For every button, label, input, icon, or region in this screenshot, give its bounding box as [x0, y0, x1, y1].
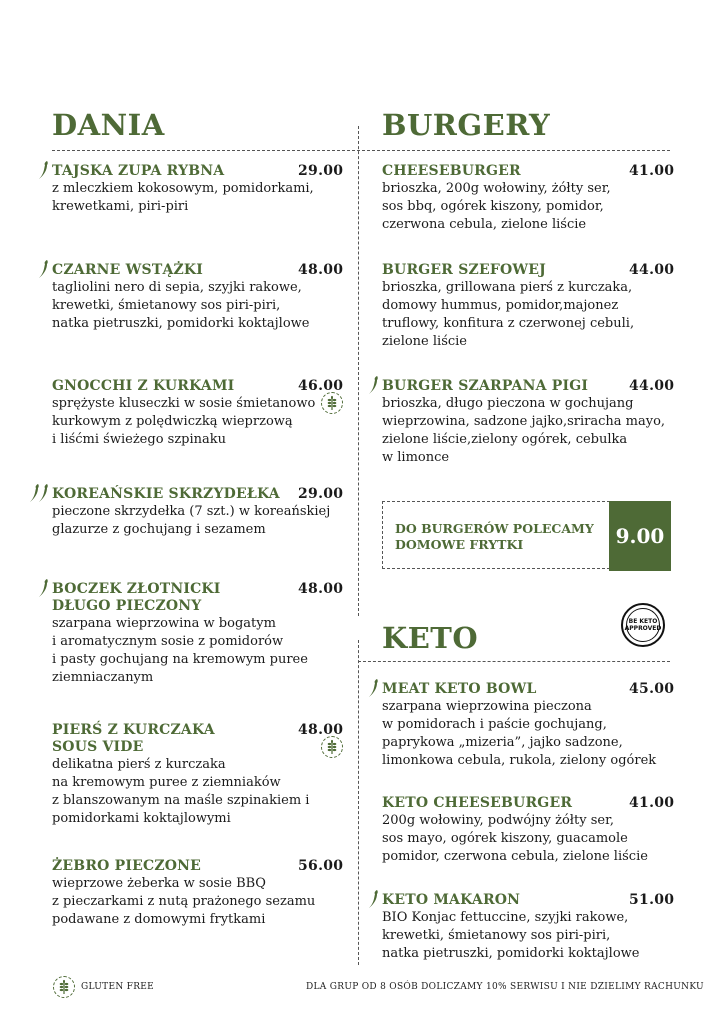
item-description-line: sos bbq, ogórek kiszony, pomidor, [382, 199, 604, 214]
heading-keto: KETO [382, 621, 479, 655]
item-description-line: wieprzowina, sadzone jajko,sriracha mayo, [382, 414, 666, 429]
item-description-line: podawane z domowymi frytkami [52, 912, 266, 927]
gluten-free-legend: GLUTEN FREE [81, 982, 155, 992]
item-name: BURGER SZEFOWEJ [382, 262, 546, 278]
menu-item [52, 378, 315, 449]
menu-item [382, 795, 648, 866]
item-name: BOCZEK ZŁOTNICKI [52, 581, 221, 597]
item-description-line: 200g wołowiny, podwójny żółty ser, [382, 813, 614, 828]
item-name: CHEESEBURGER [382, 163, 521, 179]
divider-vertical-lower [358, 640, 359, 965]
item-price: 29.00 [298, 163, 344, 179]
chili-pepper-icon [38, 259, 50, 283]
item-description-line: na kremowym puree z ziemniaków [52, 775, 281, 790]
promo-line-1: DO BURGERÓW POLECAMY [395, 521, 594, 536]
item-description-line: ziemniaczanym [52, 670, 154, 685]
gluten-free-icon [321, 392, 343, 414]
heading-burgery: BURGERY [382, 108, 551, 142]
item-price: 45.00 [629, 681, 675, 697]
promo-price: 9.00 [609, 501, 671, 571]
item-description-line: szarpana wieprzowina pieczona [382, 699, 592, 714]
menu-item [52, 486, 330, 539]
item-name: TAJSKA ZUPA RYBNA [52, 163, 225, 179]
promo-text [395, 521, 594, 553]
gluten-free-icon [321, 736, 343, 758]
chili-pepper-icon [38, 578, 50, 602]
item-description-line: sprężyste kluseczki w sosie śmietanowo [52, 396, 316, 411]
item-description-line: i liśćmi świeżego szpinaku [52, 432, 227, 447]
item-name: GNOCCHI Z KURKAMI [52, 378, 235, 394]
item-description-line: w limonce [382, 450, 450, 465]
chili-pepper-icon [38, 160, 50, 184]
item-description-line: natka pietruszki, pomidorki koktajlowe [52, 316, 310, 331]
item-price: 29.00 [298, 486, 344, 502]
item-description-line: delikatna pierś z kurczaka [52, 757, 226, 772]
chili-pepper-icon [38, 483, 50, 507]
item-description-line: krewetkami, piri-piri [52, 199, 189, 214]
item-price: 44.00 [629, 378, 675, 394]
item-description-line: pomidor, czerwona cebula, zielone liście [382, 849, 648, 864]
item-name: CZARNE WSTĄŻKI [52, 262, 204, 278]
item-price: 48.00 [298, 581, 344, 597]
item-description-line: paprykowa „mizeria”, jajko sadzone, [382, 735, 623, 750]
item-description-line: brioszka, 200g wołowiny, żółty ser, [382, 181, 611, 196]
menu-item [52, 858, 315, 929]
be-keto-approved-badge [621, 603, 665, 647]
item-description-line: pomidorkami koktajlowymi [52, 811, 231, 826]
item-price: 51.00 [629, 892, 675, 908]
item-name-line-2: SOUS VIDE [52, 739, 144, 755]
divider-vertical-upper [358, 126, 359, 616]
promo-line-2: DOMOWE FRYTKI [395, 537, 524, 552]
item-description-line: glazurze z gochujang i sezamem [52, 522, 266, 537]
badge-line-2: APPROVED [624, 625, 662, 632]
item-price: 41.00 [629, 795, 675, 811]
fries-promo [382, 501, 670, 571]
badge-text [623, 618, 663, 632]
menu-item [382, 262, 634, 351]
item-description-line: brioszka, grillowana pierś z kurczaka, [382, 280, 633, 295]
item-description-line: szarpana wieprzowina w bogatym [52, 616, 276, 631]
divider-top [52, 150, 670, 151]
item-description-line: limonkowa cebula, rukola, zielony ogórek [382, 753, 657, 768]
item-description-line: domowy hummus, pomidor,majonez [382, 298, 619, 313]
item-description-line: pieczone skrzydełka (7 szt.) w koreańskiej [52, 504, 331, 519]
item-price: 48.00 [298, 262, 344, 278]
item-price: 44.00 [629, 262, 675, 278]
item-description-line: w pomidorach i paście gochujang, [382, 717, 607, 732]
item-description-line: zielone liście [382, 334, 468, 349]
gluten-free-legend-icon [53, 976, 75, 998]
item-description-line: tagliolini nero di sepia, szyjki rakowe, [52, 280, 302, 295]
chili-pepper-icon [368, 678, 380, 702]
chili-pepper-icon [368, 889, 380, 913]
item-description-line: z blanszowanym na maśle szpinakiem i [52, 793, 310, 808]
item-price: 48.00 [298, 722, 344, 738]
item-description-line: BIO Konjac fettuccine, szyjki rakowe, [382, 910, 629, 925]
item-description-line: truflowy, konfitura z czerwonej cebuli, [382, 316, 635, 331]
item-description-line: sos mayo, ogórek kiszony, guacamole [382, 831, 628, 846]
menu-item [52, 722, 309, 828]
item-description-line: zielone liście,zielony ogórek, cebulka [382, 432, 628, 447]
item-name: KETO CHEESEBURGER [382, 795, 573, 811]
item-price: 41.00 [629, 163, 675, 179]
service-note: DLA GRUP OD 8 OSÓB DOLICZAMY 10% SERWISU I NIE DZIELIMY RACHUNKU [306, 982, 704, 992]
item-name: BURGER SZARPANA PIGI [382, 378, 589, 394]
menu-item [382, 378, 665, 467]
item-description-line: z mleczkiem kokosowym, pomidorkami, [52, 181, 314, 196]
heading-dania: DANIA [52, 108, 165, 142]
item-name: MEAT KETO BOWL [382, 681, 537, 697]
menu-item [52, 262, 309, 333]
item-price: 46.00 [298, 378, 344, 394]
item-description-line: wieprzowe żeberka w sosie BBQ [52, 876, 266, 891]
item-name: ŻEBRO PIECZONE [52, 858, 202, 874]
item-description-line: krewetki, śmietanowy sos piri-piri, [52, 298, 281, 313]
menu-item [52, 163, 314, 216]
divider-keto [358, 661, 670, 662]
badge-line-1: BE KETO [628, 618, 658, 625]
item-description-line: i aromatycznym sosie z pomidorów [52, 634, 284, 649]
item-name-line-2: DŁUGO PIECZONY [52, 598, 202, 614]
item-name: PIERŚ Z KURCZAKA [52, 722, 215, 738]
item-name: KETO MAKARON [382, 892, 521, 908]
chili-pepper-icon [368, 375, 380, 399]
menu-item [382, 681, 656, 770]
menu-item [52, 581, 308, 687]
item-description-line: natka pietruszki, pomidorki koktajlowe [382, 946, 640, 961]
item-description-line: krewetki, śmietanowy sos piri-piri, [382, 928, 611, 943]
wheat-icon [57, 979, 71, 995]
item-description-line: kurkowym z polędwiczką wieprzową [52, 414, 293, 429]
item-description-line: czerwona cebula, zielone liście [382, 217, 587, 232]
item-name: KOREAŃSKIE SKRZYDEŁKA [52, 486, 280, 502]
promo-frame [382, 501, 610, 569]
menu-item [382, 892, 639, 963]
item-price: 56.00 [298, 858, 344, 874]
item-description-line: z pieczarkami z nutą prażonego sezamu [52, 894, 316, 909]
item-description-line: i pasty gochujang na kremowym puree [52, 652, 308, 667]
item-description-line: brioszka, długo pieczona w gochujang [382, 396, 634, 411]
menu-item [382, 163, 611, 234]
